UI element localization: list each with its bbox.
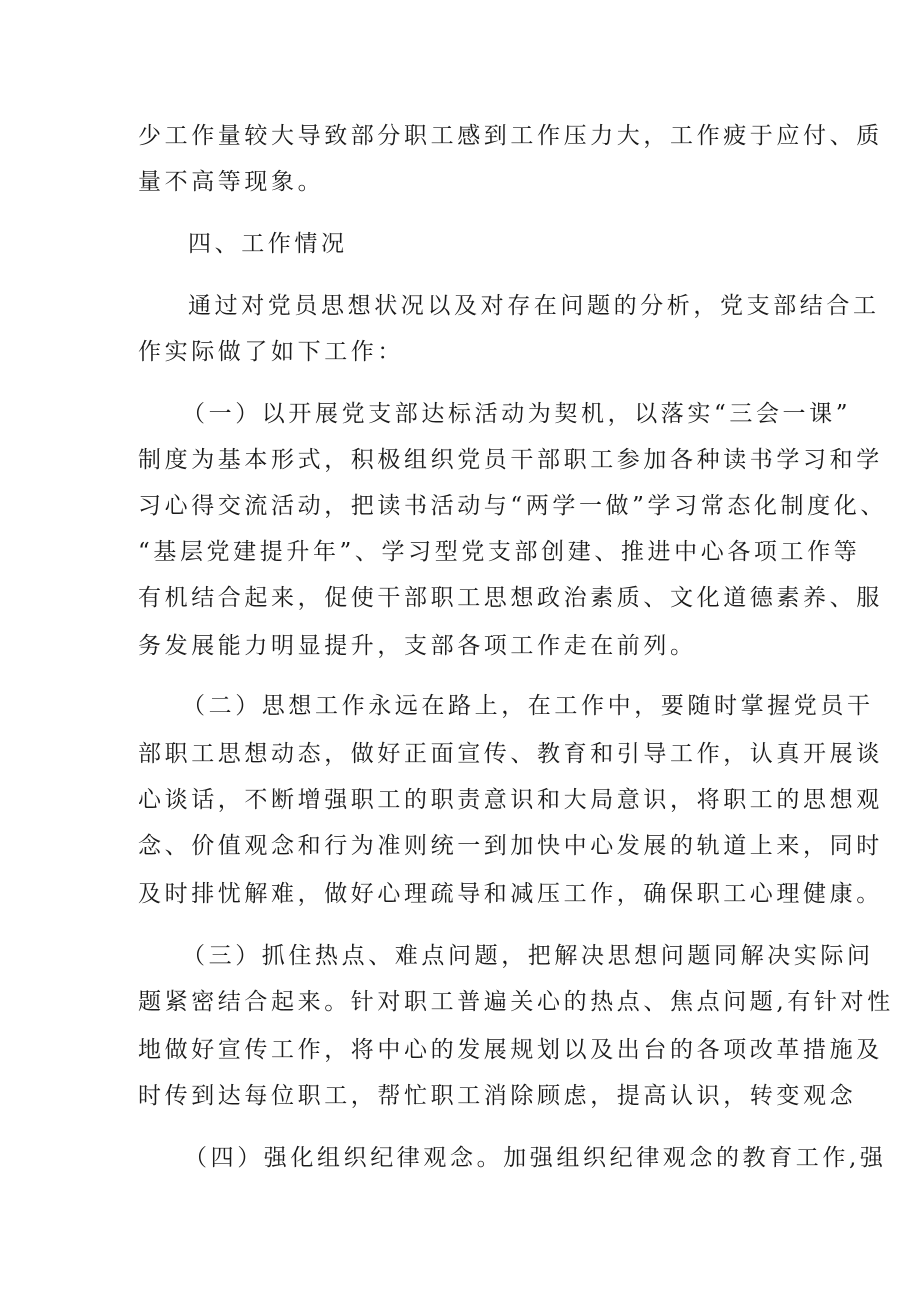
text-line: 通过对党员思想状况以及对存在问题的分析，党支部结合工 <box>188 293 880 319</box>
text-line: （三）抓住热点、难点问题，把解决思想问题同解决实际问 <box>182 943 874 969</box>
text-line: 念、价值观念和行为准则统一到加快中心发展的轨道上来，同时 <box>138 833 883 859</box>
text-line: 有机结合起来，促使干部职工思想政治素质、文化道德素养、服 <box>138 585 883 611</box>
text-line: （二）思想工作永远在路上，在工作中，要随时掌握党员干 <box>182 693 874 719</box>
text-line: 地做好宣传工作，将中心的发展规划以及出台的各项改革措施及 <box>138 1037 883 1063</box>
text-line: 部职工思想动态，做好正面宣传、教育和引导工作，认真开展谈 <box>138 741 883 767</box>
text-line: 少工作量较大导致部分职工感到工作压力大，工作疲于应付、质 <box>138 123 883 149</box>
text-line: （一）以开展党支部达标活动为契机，以落实“三会一课” <box>182 401 852 427</box>
section-heading: 四、工作情况 <box>188 231 348 257</box>
text-line: 务发展能力明显提升，支部各项工作走在前列。 <box>138 633 697 659</box>
text-line: 制度为基本形式，积极组织党员干部职工参加各种读书学习和学 <box>138 447 883 473</box>
text-line: （四）强化组织纪律观念。加强组织纪律观念的教育工作,强 <box>184 1145 887 1171</box>
text-line: 及时排忧解难，做好心理疏导和减压工作，确保职工心理健康。 <box>138 881 883 907</box>
text-line: 心谈话，不断增强职工的职责意识和大局意识，将职工的思想观 <box>138 787 883 813</box>
text-line: 量不高等现象。 <box>138 169 325 195</box>
text-line: 作实际做了如下工作： <box>138 339 404 365</box>
text-line: 时传到达每位职工，帮忙职工消除顾虑，提高认识，转变观念 <box>138 1083 857 1109</box>
text-line: “基层党建提升年”、学习型党支部创建、推进中心各项工作等 <box>138 539 861 565</box>
text-line: 题紧密结合起来。针对职工普遍关心的热点、焦点问题,有针对性 <box>138 989 894 1015</box>
text-line: 习心得交流活动，把读书活动与“两学一做”学习常态化制度化、 <box>138 493 887 519</box>
